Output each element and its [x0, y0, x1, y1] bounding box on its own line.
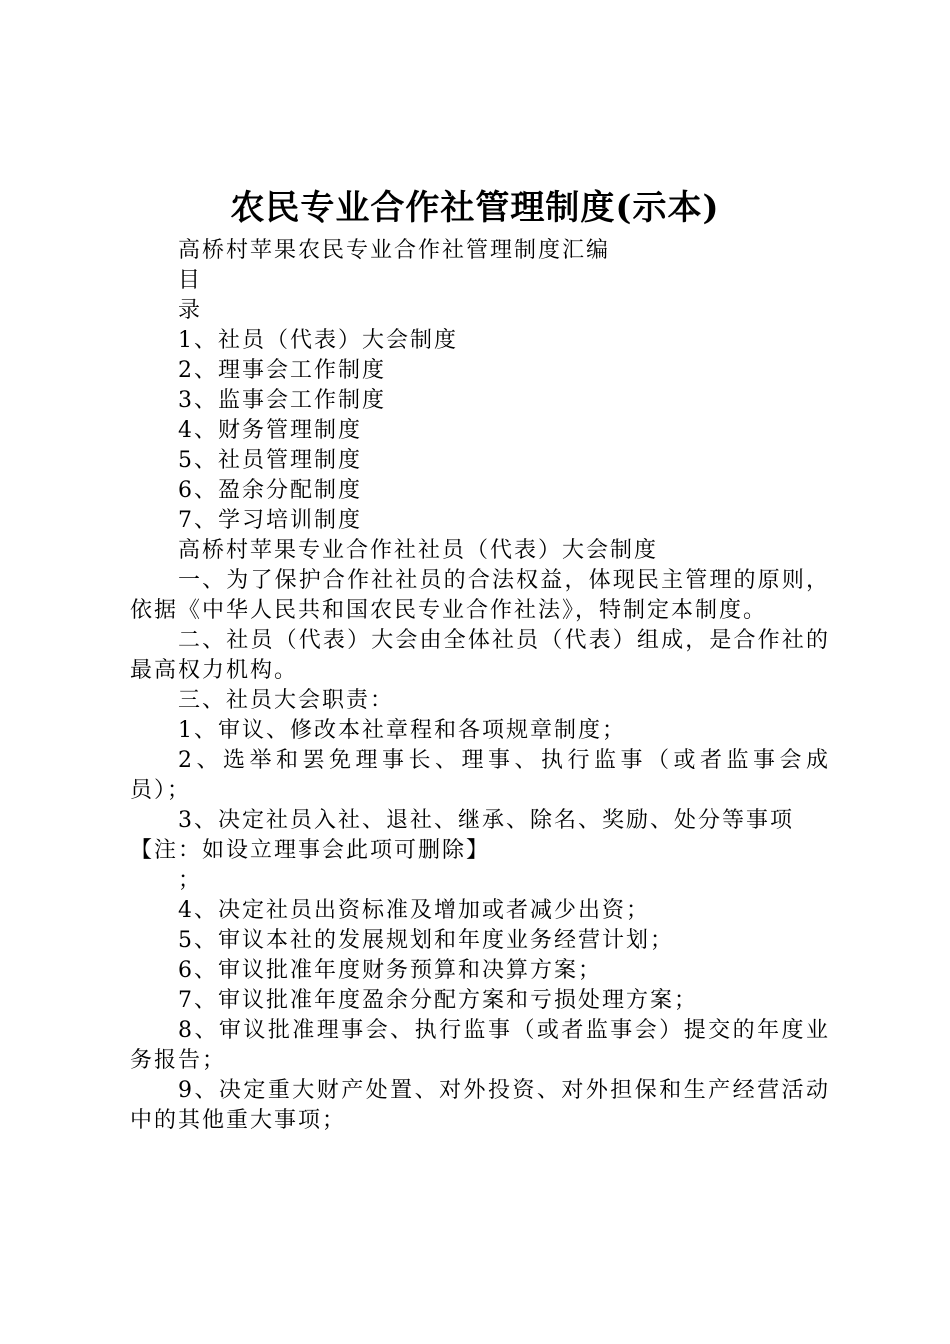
document-subtitle: 高桥村苹果农民专业合作社管理制度汇编: [178, 238, 611, 263]
document-body: [130, 236, 830, 1136]
list-item: 8、审议批准理事会、执行监事（或者监事会）提交的年度业务报告；: [130, 1018, 830, 1073]
toc-item: 6、盈余分配制度: [178, 478, 362, 503]
section-title: 高桥村苹果专业合作社社员（代表）大会制度: [178, 538, 659, 563]
list-item: 2、选举和罢免理事长、理事、执行监事（或者监事会成员）；: [130, 748, 830, 803]
toc-item: 1、社员（代表）大会制度: [178, 328, 458, 353]
paragraph: 一、为了保护合作社社员的合法权益，体现民主管理的原则，依据《中华人民共和国农民专业合作社法》，特制定本制度。: [130, 568, 830, 623]
list-item: 9、决定重大财产处置、对外投资、对外担保和生产经营活动中的其他重大事项；: [130, 1078, 830, 1133]
editor-note: 【注：如设立理事会此项可删除】: [130, 838, 491, 863]
toc-item: 4、财务管理制度: [178, 418, 362, 443]
list-item: 3、决定社员入社、退社、继承、除名、奖励、处分等事项: [178, 808, 794, 833]
list-item: 4、决定社员出资标准及增加或者减少出资；: [178, 898, 650, 923]
document-title: 农民专业合作社管理制度(示本): [230, 188, 720, 228]
toc-item: 7、学习培训制度: [178, 508, 362, 533]
paragraph: 二、社员（代表）大会由全体社员（代表）组成，是合作社的最高权力机构。: [130, 628, 830, 683]
toc-item: 2、理事会工作制度: [178, 358, 386, 383]
toc-item: 3、监事会工作制度: [178, 388, 386, 413]
list-item: 5、审议本社的发展规划和年度业务经营计划；: [178, 928, 674, 953]
list-item: 6、审议批准年度财务预算和决算方案；: [178, 958, 602, 983]
toc-label-2: 录: [178, 298, 203, 323]
paragraph: 三、社员大会职责：: [178, 688, 395, 713]
list-item: 7、审议批准年度盈余分配方案和亏损处理方案；: [178, 988, 698, 1013]
toc-item: 5、社员管理制度: [178, 448, 362, 473]
toc-label-1: 目: [178, 268, 203, 293]
list-item: 1、审议、修改本社章程和各项规章制度；: [178, 718, 626, 743]
list-item-end: ；: [178, 868, 203, 893]
